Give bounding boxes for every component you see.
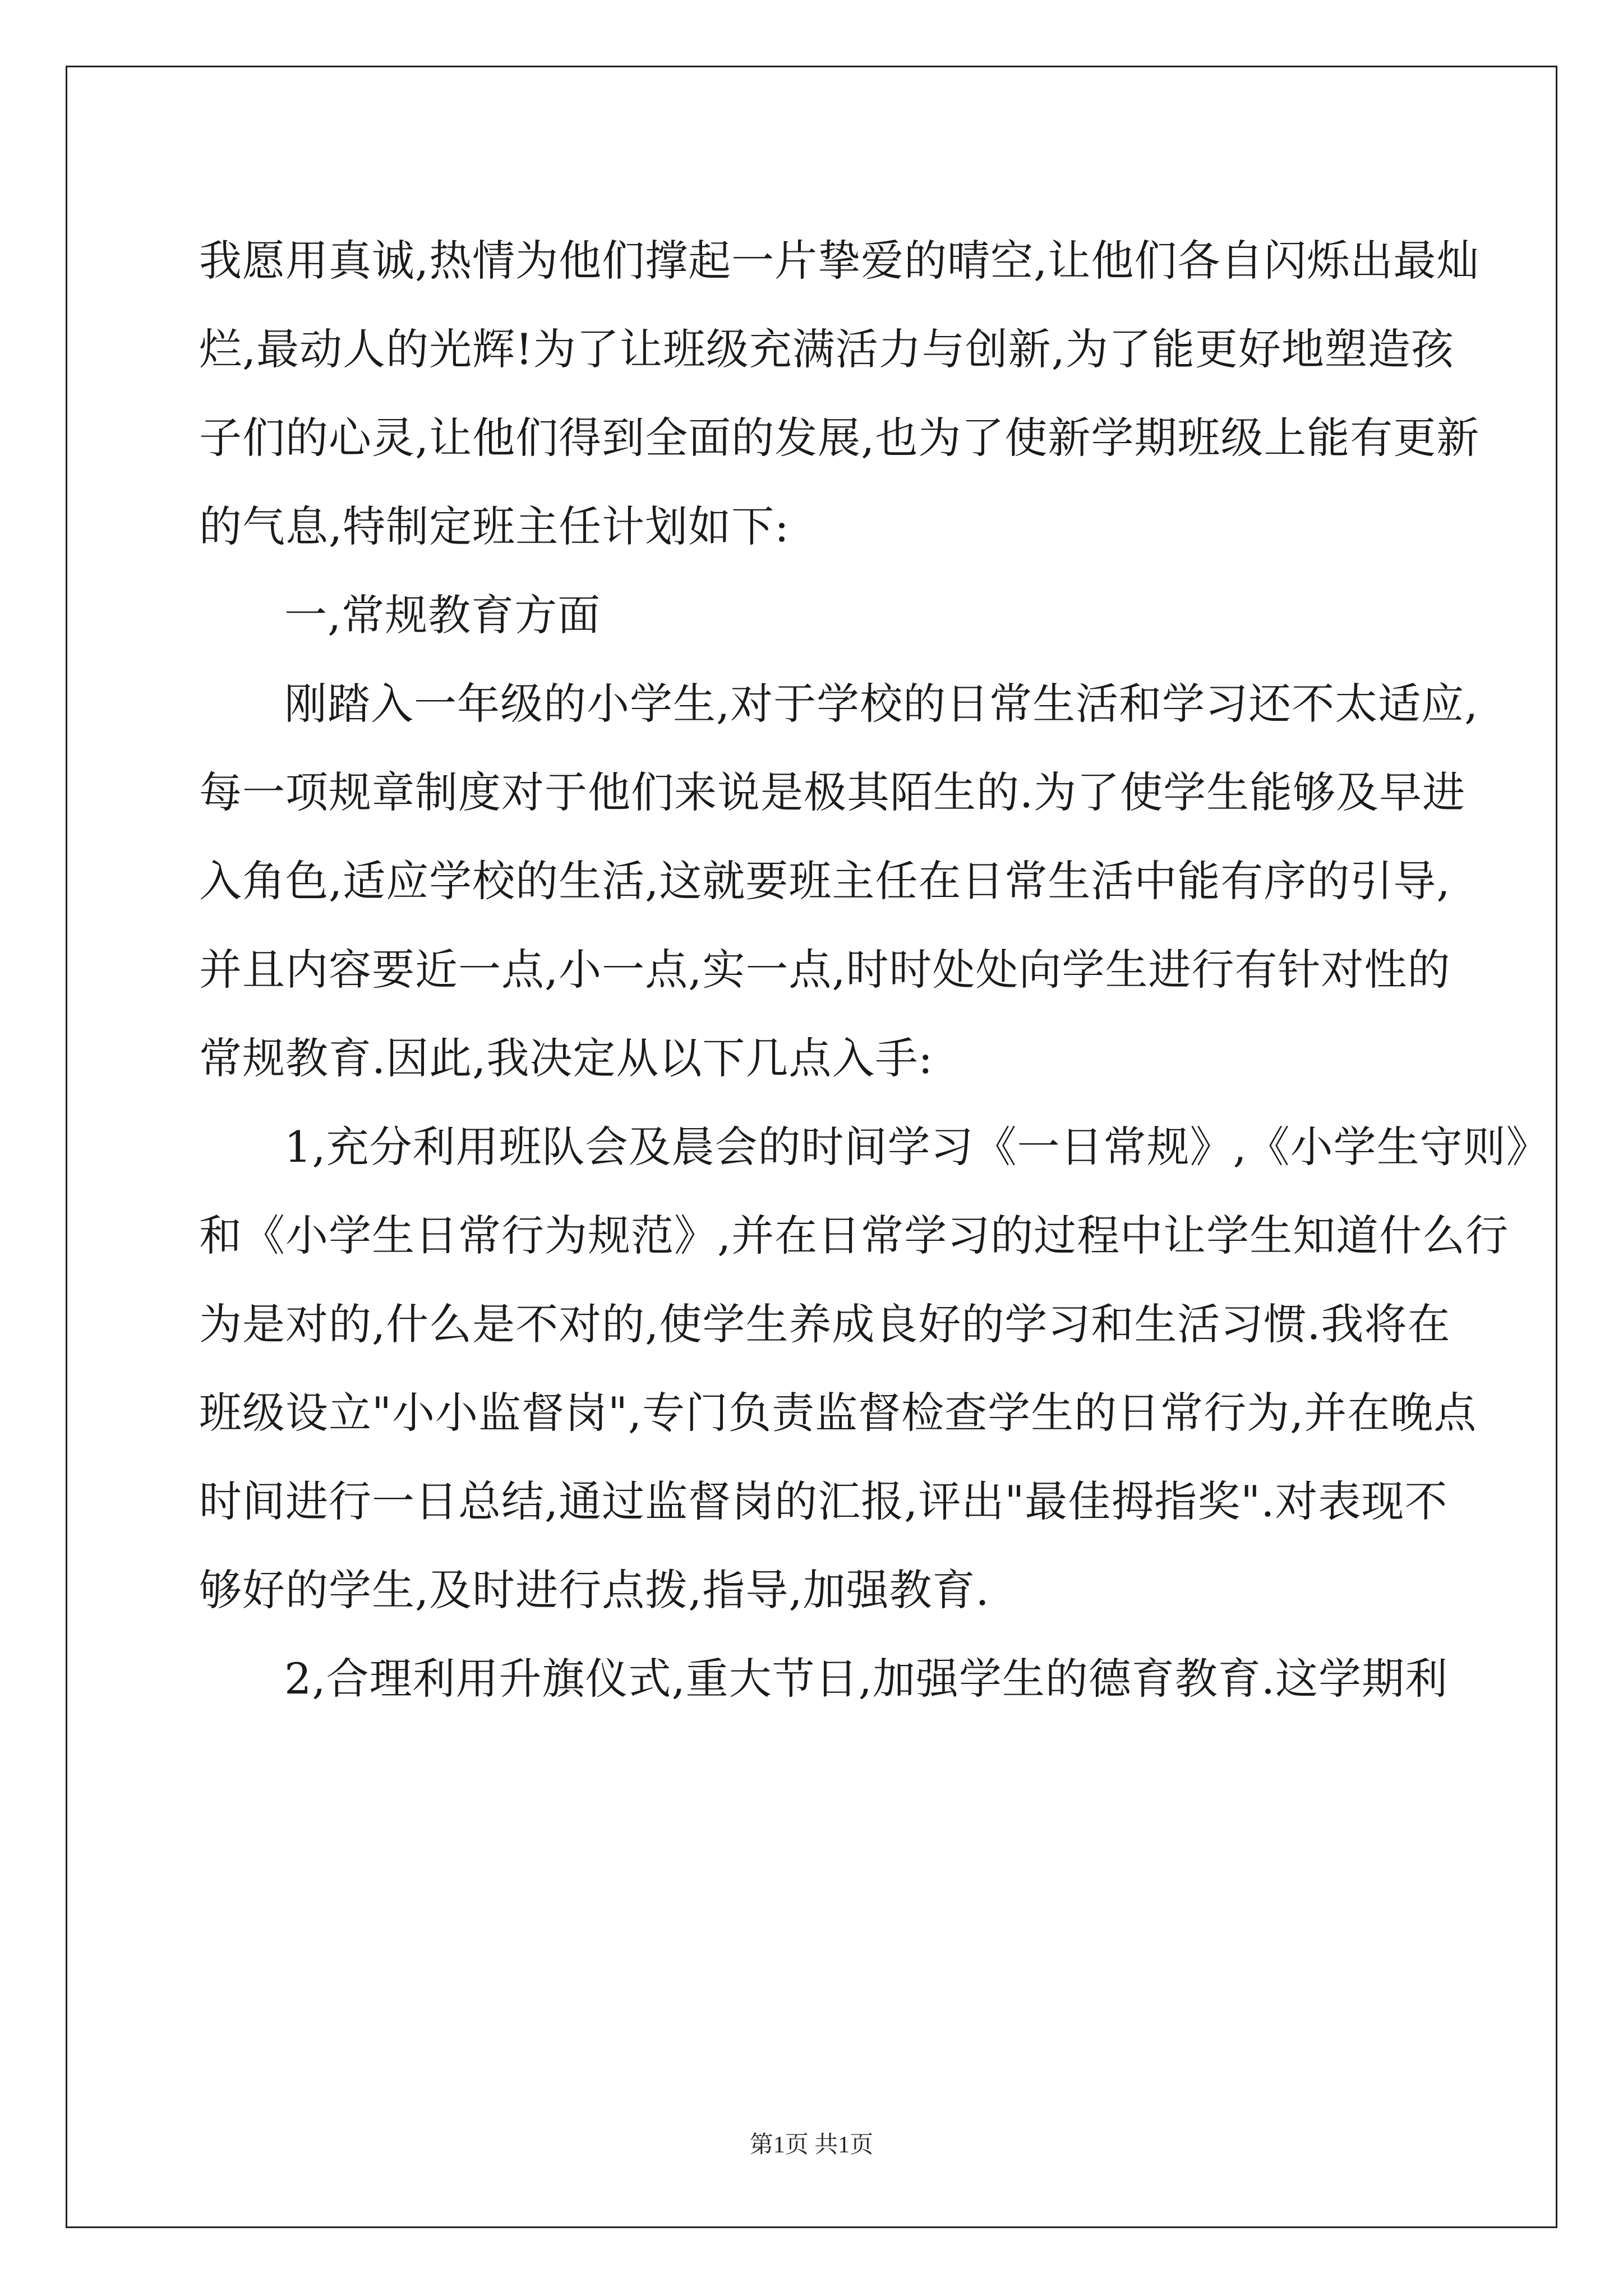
text-line: 每一项规章制度对于他们来说是极其陌生的.为了使学生能够及早进 <box>199 767 1466 817</box>
text-line: 1,充分利用班队会及晨会的时间学习《一日常规》,《小学生守则》 <box>284 1122 1550 1172</box>
text-line: 入角色,适应学校的生活,这就要班主任在日常生活中能有序的引导, <box>199 856 1451 906</box>
page-footer: 第1页 共1页 <box>749 2132 874 2158</box>
text-line: 我愿用真诚,热情为他们撑起一片挚爱的晴空,让他们各自闪烁出最灿 <box>199 236 1480 286</box>
text-line: 班级设立"小小监督岗",专门负责监督检查学生的日常行为,并在晚点 <box>199 1388 1477 1438</box>
text-line: 2,合理利用升旗仪式,重大节日,加强学生的德育教育.这学期利 <box>284 1654 1448 1704</box>
section-heading: 一,常规教育方面 <box>284 590 601 640</box>
text-line: 烂,最动人的光辉!为了让班级充满活力与创新,为了能更好地塑造孩 <box>199 324 1454 374</box>
text-line: 和《小学生日常行为规范》,并在日常学习的过程中让学生知道什么行 <box>199 1211 1509 1260</box>
text-line: 为是对的,什么是不对的,使学生养成良好的学习和生活习惯.我将在 <box>199 1299 1451 1349</box>
text-line: 够好的学生,及时进行点拨,指导,加强教育. <box>199 1565 990 1615</box>
text-line: 时间进行一日总结,通过监督岗的汇报,评出"最佳拇指奖".对表现不 <box>199 1476 1448 1526</box>
text-line: 常规教育.因此,我决定从以下几点入手: <box>199 1033 933 1083</box>
text-line: 的气息,特制定班主任计划如下: <box>199 501 790 551</box>
text-line: 刚踏入一年级的小学生,对于学校的日常生活和学习还不太适应, <box>284 679 1479 729</box>
text-line: 子们的心灵,让他们得到全面的发展,也为了使新学期班级上能有更新 <box>199 413 1480 463</box>
text-line: 并且内容要近一点,小一点,实一点,时时处处向学生进行有针对性的 <box>199 945 1451 995</box>
document-body <box>199 217 1550 1723</box>
